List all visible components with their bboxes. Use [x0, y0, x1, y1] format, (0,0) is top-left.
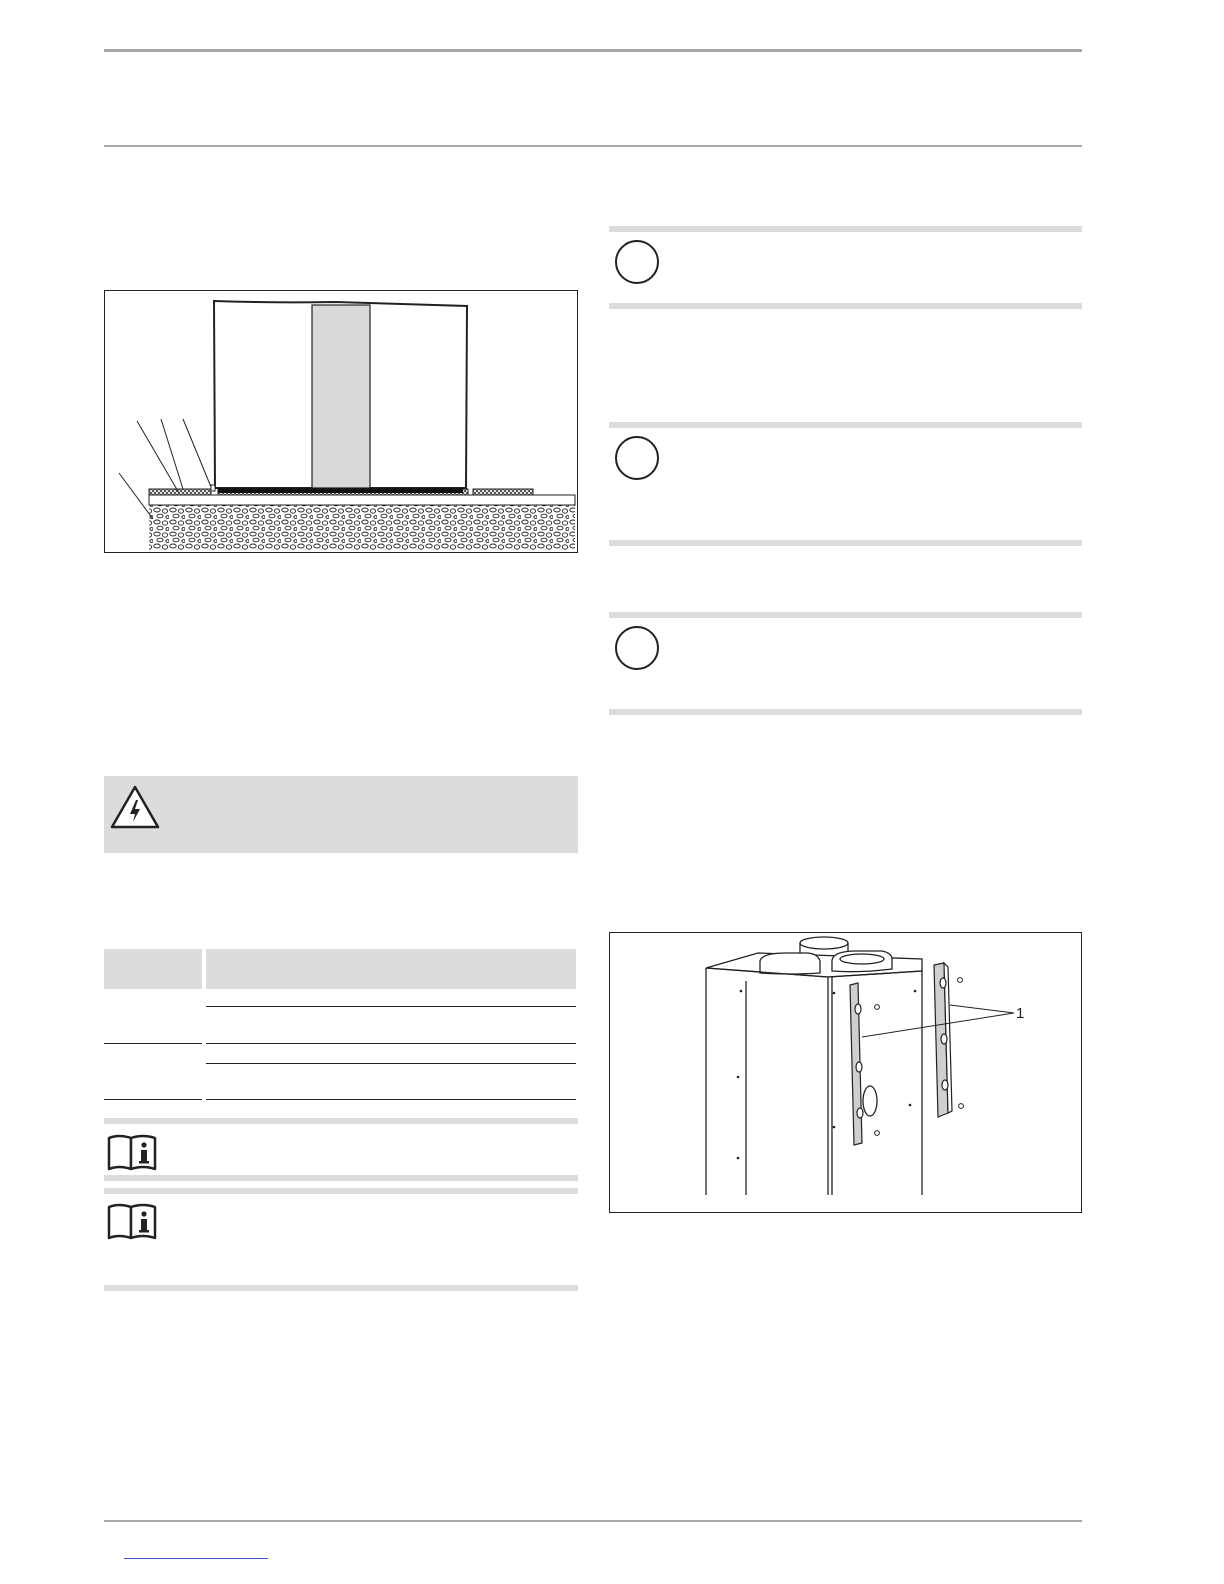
footer-rule	[104, 1520, 1082, 1522]
note-3-bottom-bar	[609, 709, 1082, 715]
electric-warning-box	[104, 776, 578, 853]
table-header-col2	[206, 949, 576, 989]
note-2-top-bar	[609, 422, 1082, 428]
circle-note-icon	[615, 240, 659, 284]
footer-link-underline[interactable]	[124, 1558, 268, 1559]
circle-note-icon	[615, 436, 659, 480]
manual-info-icon	[106, 1201, 158, 1241]
table-row-divider	[104, 1099, 202, 1100]
floor-section-figure	[104, 290, 578, 553]
manual-info-icon	[106, 1132, 158, 1172]
floor-section-drawing	[105, 291, 577, 552]
info-note-1-top-bar	[104, 1118, 578, 1124]
figure-callout-1: 1	[1016, 1005, 1025, 1022]
circle-note-icon	[615, 626, 659, 670]
info-note-1-bottom-bar	[104, 1175, 578, 1181]
table-row-divider	[206, 1006, 576, 1007]
header-rule-top	[104, 49, 1082, 52]
note-1-top-bar	[609, 226, 1082, 232]
info-note-2-bottom-bar	[104, 1285, 578, 1291]
table-row-divider	[206, 1099, 576, 1100]
note-3-top-bar	[609, 612, 1082, 618]
info-note-2-top-bar	[104, 1188, 578, 1194]
note-1-bottom-bar	[609, 303, 1082, 309]
note-2-bottom-bar	[609, 540, 1082, 546]
electric-hazard-warning-icon	[109, 784, 161, 830]
table-row-divider	[206, 1063, 576, 1064]
mounting-rails-drawing	[610, 933, 1081, 1212]
table-row-divider	[104, 1043, 202, 1044]
table-row-divider	[206, 1043, 576, 1044]
table-header-col1	[104, 949, 202, 989]
mounting-rails-figure	[609, 932, 1082, 1213]
header-rule-bottom	[104, 145, 1082, 147]
